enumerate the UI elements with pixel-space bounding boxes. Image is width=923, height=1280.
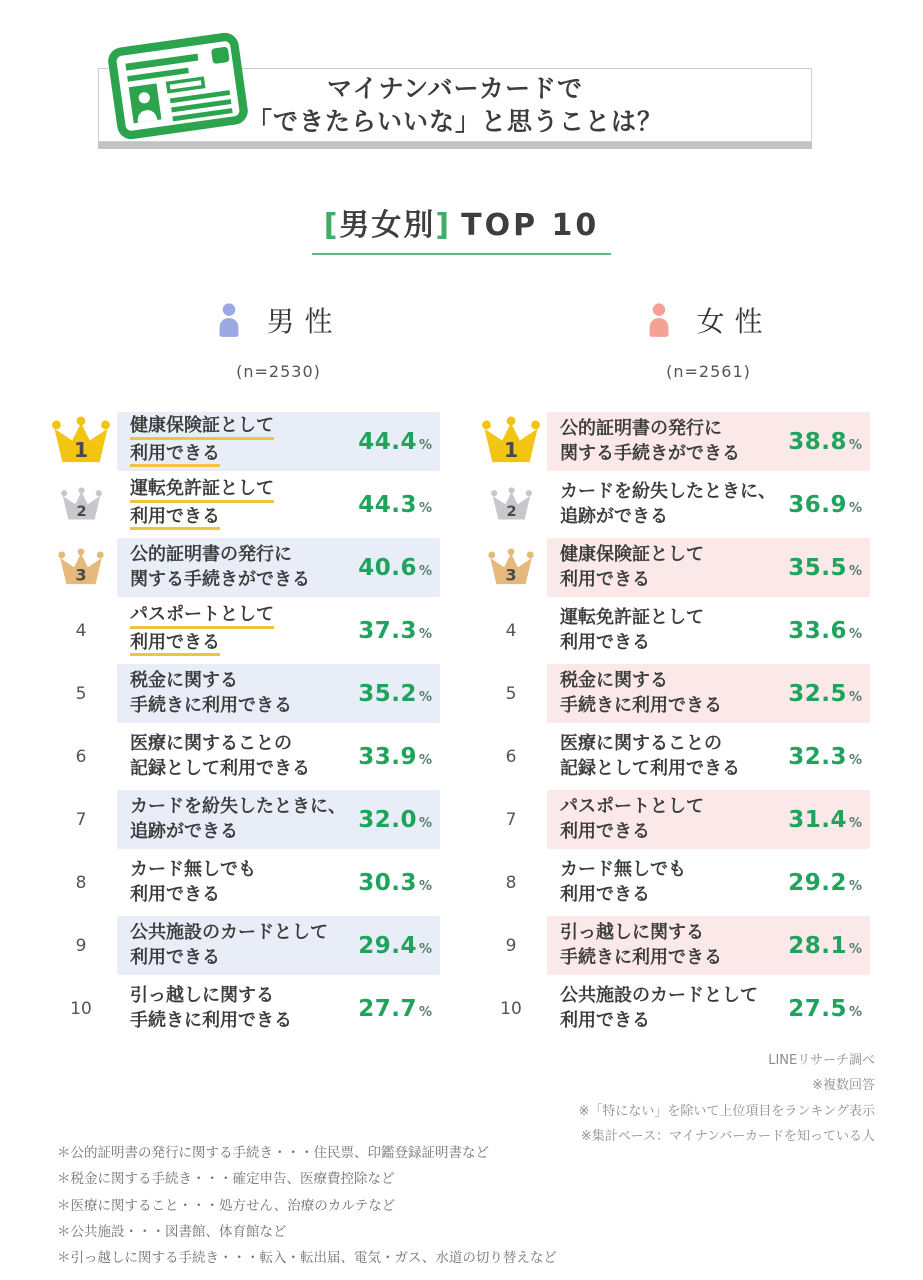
item-label-line: 医療に関することの (130, 732, 292, 754)
percent-value: 30.3 (358, 869, 417, 896)
ranking-row (475, 853, 870, 912)
item-label (130, 858, 256, 908)
svg-text:2: 2 (505, 503, 517, 520)
item-label-line: 利用できる (130, 506, 220, 530)
percent-unit: % (848, 500, 862, 516)
percent-unit: % (418, 626, 432, 642)
item-label-line: 利用できる (130, 946, 220, 968)
item-label (560, 669, 722, 719)
item-percent (358, 555, 432, 581)
item-cell (547, 664, 870, 723)
item-percent (358, 744, 432, 770)
rank-number: 5 (75, 683, 87, 704)
item-percent (358, 933, 432, 959)
item-label (130, 603, 274, 657)
ranking-row (45, 790, 440, 849)
item-label (560, 921, 722, 971)
rank-number: 6 (505, 746, 517, 767)
percent-unit: % (848, 626, 862, 642)
percent-unit: % (848, 815, 862, 831)
gender-header (547, 300, 870, 381)
source-notes (578, 1048, 875, 1149)
rank-cell (45, 727, 117, 786)
rank-cell (475, 601, 547, 660)
item-percent (358, 429, 432, 455)
ranking-row (475, 727, 870, 786)
item-label-line: 引っ越しに関する (130, 984, 274, 1006)
crown-silver-icon (489, 487, 534, 523)
item-cell (117, 853, 440, 912)
rank-number: 7 (505, 809, 517, 830)
rank-cell (45, 916, 117, 975)
item-label-line: 利用できる (130, 632, 220, 656)
percent-unit: % (418, 500, 432, 516)
ranking-row (45, 475, 440, 534)
ranking-row (45, 727, 440, 786)
item-cell (547, 601, 870, 660)
item-cell (117, 790, 440, 849)
item-label-line: カードを紛失したときに、 (130, 795, 346, 817)
crown-bronze-icon (486, 548, 536, 588)
ranking-row (475, 664, 870, 723)
item-label-line: 公共施設のカードとして (560, 984, 758, 1006)
item-percent (358, 681, 432, 707)
item-cell (547, 475, 870, 534)
item-label-line: 記録として利用できる (560, 757, 740, 779)
percent-value: 32.0 (358, 806, 417, 833)
percent-value: 38.8 (788, 428, 847, 455)
percent-value: 35.2 (358, 680, 417, 707)
gender-column-female (475, 300, 870, 1042)
rank-cell (475, 727, 547, 786)
gender-name: 男性 (266, 305, 343, 338)
rank-number: 7 (75, 809, 87, 830)
item-label-line: 引っ越しに関する (560, 921, 704, 943)
percent-value: 29.2 (788, 869, 847, 896)
rank-cell (45, 979, 117, 1038)
percent-unit: % (848, 878, 862, 894)
item-label-line: カードを紛失したときに、 (560, 480, 776, 502)
svg-text:2: 2 (75, 503, 87, 520)
ranking-row (45, 916, 440, 975)
ranking-row (475, 790, 870, 849)
source-note-line: LINEリサーチ調べ (768, 1053, 875, 1068)
rank-cell (45, 538, 117, 597)
item-cell (117, 412, 440, 471)
percent-value: 27.7 (358, 995, 417, 1022)
columns (45, 300, 870, 1042)
item-label-line: 利用できる (130, 443, 220, 467)
item-label-line: 関する手続きができる (560, 442, 740, 464)
item-label-line: 手続きに利用できる (130, 694, 292, 716)
percent-unit: % (418, 878, 432, 894)
rank-cell (45, 790, 117, 849)
ranking-row (45, 601, 440, 660)
item-label-line: 利用できる (560, 883, 650, 905)
percent-value: 33.9 (358, 743, 417, 770)
ranking-row (475, 412, 870, 471)
source-note-line: ※複数回答 (812, 1078, 875, 1094)
rank-cell (475, 538, 547, 597)
item-percent (358, 870, 432, 896)
svg-text:3: 3 (75, 564, 87, 584)
item-label (560, 732, 740, 782)
percent-unit: % (418, 1004, 432, 1020)
subtitle-text (312, 200, 612, 255)
ranking-list (45, 412, 440, 1038)
item-label-line: 健康保険証として (560, 543, 704, 565)
rank-cell (475, 916, 547, 975)
item-label-line: 追跡ができる (560, 505, 668, 527)
page-title-line2: 「できたらいいな」と思うことは？ (246, 107, 663, 136)
item-label-line: 手続きに利用できる (130, 1009, 292, 1031)
ranking-row (45, 979, 440, 1038)
item-label-line: パスポートとして (130, 604, 274, 628)
item-cell (547, 412, 870, 471)
item-label (560, 417, 740, 467)
item-label-line: 利用できる (560, 631, 650, 653)
percent-unit: % (848, 689, 862, 705)
rank-cell (45, 853, 117, 912)
item-percent (788, 492, 862, 518)
percent-unit: % (418, 815, 432, 831)
item-label (130, 921, 328, 971)
item-cell (547, 790, 870, 849)
sample-size: (n=2530) (236, 362, 321, 381)
item-label-line: 公的証明書の発行に (130, 543, 292, 565)
percent-unit: % (848, 563, 862, 579)
percent-value: 28.1 (788, 932, 847, 959)
source-note-line: ※集計ベース：マイナンバーカードを知っている人 (580, 1129, 875, 1145)
bracket-right: ] (435, 208, 452, 243)
item-label-line: 利用できる (560, 820, 650, 842)
item-percent (358, 996, 432, 1022)
percent-value: 35.5 (788, 554, 847, 581)
svg-text:1: 1 (73, 438, 89, 463)
item-label-line: 関する手続きができる (130, 568, 310, 590)
percent-value: 27.5 (788, 995, 847, 1022)
rank-number: 10 (500, 998, 522, 1019)
crown-gold-icon (49, 416, 113, 467)
crown-bronze-icon (56, 548, 106, 588)
rank-number: 4 (505, 620, 517, 641)
item-percent (788, 933, 862, 959)
item-label (560, 543, 704, 593)
item-percent (358, 492, 432, 518)
item-cell (117, 916, 440, 975)
rank-number: 4 (75, 620, 87, 641)
rank-cell (475, 979, 547, 1038)
percent-value: 29.4 (358, 932, 417, 959)
item-label (560, 858, 686, 908)
percent-unit: % (848, 941, 862, 957)
item-percent (788, 807, 862, 833)
footnote-line: ＊税金に関する手続き・・・確定申告、医療費控除など (57, 1171, 395, 1188)
item-label-line: 記録として利用できる (130, 757, 310, 779)
footnote-line: ＊引っ越しに関する手続き・・・転入・転出届、電気・ガス、水道の切り替えなど (57, 1250, 557, 1267)
ranking-row (475, 916, 870, 975)
bracket-left: [ (323, 208, 340, 243)
percent-unit: % (418, 563, 432, 579)
item-label (130, 984, 292, 1034)
page-title-line1: マイナンバーカードで (326, 74, 583, 103)
footnote-line: ＊医療に関すること・・・処方せん、治療のカルテなど (57, 1197, 396, 1214)
item-cell (117, 601, 440, 660)
item-cell (547, 727, 870, 786)
percent-unit: % (848, 752, 862, 768)
rank-number: 9 (75, 935, 87, 956)
item-label (560, 984, 758, 1034)
percent-unit: % (418, 437, 432, 453)
footnote-line: ＊公共施設・・・図書館、体育館など (57, 1223, 287, 1240)
item-label (130, 795, 346, 845)
percent-value: 44.4 (358, 428, 417, 455)
rank-cell (475, 412, 547, 471)
item-label (130, 414, 274, 468)
ranking-row (475, 979, 870, 1038)
item-label (560, 606, 704, 656)
item-label-line: 公的証明書の発行に (560, 417, 722, 439)
crown-silver-icon (59, 487, 104, 523)
item-label-line: 医療に関することの (560, 732, 722, 754)
item-label-line: 手続きに利用できる (560, 946, 722, 968)
person-icon (214, 303, 244, 337)
percent-value: 44.3 (358, 491, 417, 518)
rank-cell (475, 664, 547, 723)
item-label-line: 利用できる (560, 568, 650, 590)
gender-header (117, 300, 440, 381)
item-percent (788, 744, 862, 770)
rank-cell (475, 853, 547, 912)
rank-number: 8 (505, 872, 517, 893)
item-label-line: カード無しでも (560, 858, 686, 880)
item-label-line: 手続きに利用できる (560, 694, 722, 716)
ranking-row (45, 853, 440, 912)
percent-unit: % (848, 1004, 862, 1020)
item-label (560, 795, 704, 845)
item-percent (788, 870, 862, 896)
item-cell (117, 664, 440, 723)
item-label-line: 運転免許証として (130, 478, 274, 502)
footnote-line: ＊公的証明書の発行に関する手続き・・・住民票、印鑑登録証明書など (57, 1145, 489, 1161)
subtitle-top10: TOP 10 (461, 208, 600, 243)
item-cell (117, 538, 440, 597)
rank-cell (45, 664, 117, 723)
percent-unit: % (418, 689, 432, 705)
item-percent (788, 618, 862, 644)
subtitle (0, 200, 923, 255)
item-percent (358, 618, 432, 644)
item-label-line: 公共施設のカードとして (130, 921, 328, 943)
rank-cell (45, 412, 117, 471)
percent-unit: % (848, 437, 862, 453)
item-label (130, 543, 310, 593)
rank-cell (45, 601, 117, 660)
percent-value: 32.3 (788, 743, 847, 770)
percent-value: 31.4 (788, 806, 847, 833)
ranking-list (475, 412, 870, 1038)
item-label (560, 480, 776, 530)
item-cell (547, 538, 870, 597)
rank-cell (475, 475, 547, 534)
rank-cell (475, 790, 547, 849)
gender-column-male (45, 300, 440, 1042)
item-percent (788, 996, 862, 1022)
item-cell (547, 979, 870, 1038)
item-label-line: 税金に関する (560, 669, 668, 691)
ranking-row (475, 475, 870, 534)
svg-text:3: 3 (505, 564, 517, 584)
svg-text:1: 1 (503, 438, 519, 463)
footnotes (57, 1140, 557, 1272)
subtitle-category: 男女別 (339, 208, 436, 243)
item-label-line: 追跡ができる (130, 820, 238, 842)
rank-number: 10 (70, 998, 92, 1019)
person-icon (644, 303, 674, 337)
item-percent (358, 807, 432, 833)
percent-value: 32.5 (788, 680, 847, 707)
item-cell (117, 475, 440, 534)
item-label-line: 運転免許証として (560, 606, 704, 628)
rank-number: 8 (75, 872, 87, 893)
item-label-line: パスポートとして (560, 795, 704, 817)
source-note-line: ※「特にない」を除いて上位項目をランキング表示 (578, 1103, 875, 1119)
item-label (130, 732, 310, 782)
ranking-row (475, 538, 870, 597)
item-label (130, 669, 292, 719)
percent-value: 40.6 (358, 554, 417, 581)
item-label-line: 利用できる (560, 1009, 650, 1031)
rank-cell (45, 475, 117, 534)
item-cell (547, 916, 870, 975)
item-cell (547, 853, 870, 912)
ranking-row (45, 412, 440, 471)
crown-gold-icon (479, 416, 543, 467)
gender-name: 女性 (696, 305, 773, 338)
sample-size: (n=2561) (666, 362, 751, 381)
item-label (130, 477, 274, 531)
ranking-row (45, 538, 440, 597)
rank-number: 6 (75, 746, 87, 767)
rank-number: 9 (505, 935, 517, 956)
percent-value: 36.9 (788, 491, 847, 518)
item-percent (788, 555, 862, 581)
ranking-row (45, 664, 440, 723)
item-label-line: 税金に関する (130, 669, 238, 691)
item-label-line: 健康保険証として (130, 415, 274, 439)
percent-unit: % (418, 752, 432, 768)
item-percent (788, 429, 862, 455)
item-cell (117, 727, 440, 786)
percent-value: 33.6 (788, 617, 847, 644)
ranking-row (475, 601, 870, 660)
item-label-line: 利用できる (130, 883, 220, 905)
rank-number: 5 (505, 683, 517, 704)
my-number-card-icon (108, 30, 248, 146)
item-label-line: カード無しでも (130, 858, 256, 880)
item-cell (117, 979, 440, 1038)
item-percent (788, 681, 862, 707)
percent-unit: % (418, 941, 432, 957)
percent-value: 37.3 (358, 617, 417, 644)
